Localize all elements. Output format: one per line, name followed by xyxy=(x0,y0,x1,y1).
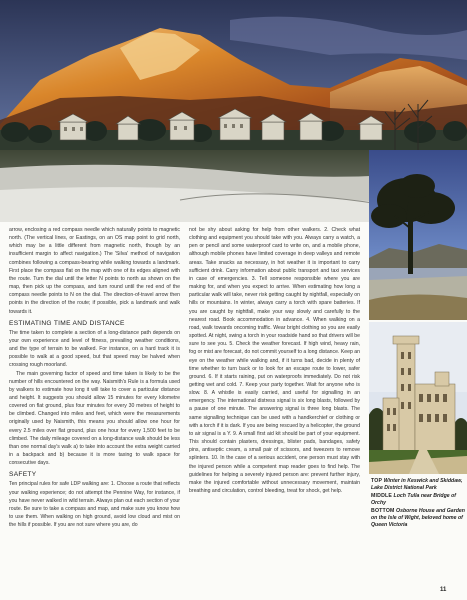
osborne-house-photo xyxy=(369,322,467,474)
osborne-house-image xyxy=(369,322,467,474)
compass-paragraph: arrow, enclosing a red compass needle which naturally points to magnetic north. (The vertical lines, or Eastings, on an OS map point to grid north, which may be a little different from magnetic north, though by an insufficient margin to affect navigation.) The 'Silva' method of navigation combines following a compass-bearing while walking towards a landmark. First place the compass flat on the map with one of its edges aligned with the route. Turn the dial until the letter N points to north as shown on the map, then pick up the compass, and turn round until the red end of the compass needle points to N on the dial. The direction-of-travel arrow then points in the direction of the route; if possible, pick a landmark and walk towards it. xyxy=(9,227,180,315)
photo-captions xyxy=(371,478,465,530)
page-number: 11 xyxy=(440,587,447,593)
caption-bottom: BOTTOM Osborne House and Garden on the Isle of Wight, beloved home of Queen Victoria xyxy=(371,507,465,529)
time-paragraph-1: The time taken to complete a section of a long-distance path depends on your own experience and level of fitness, prevailing weather conditions, and the type of terrain to be walked. For instance, on a hard track it is possible to walk at a good speed, but that speed may be halved when crossing rough moorland. xyxy=(9,329,180,369)
loch-tulla-image xyxy=(369,150,467,320)
caption-middle: MIDDLE Loch Tulla near Bridge of Orchy xyxy=(371,492,456,507)
text-column-1 xyxy=(9,226,180,529)
loch-tulla-photo xyxy=(369,150,467,320)
heading-safety: SAFETY xyxy=(9,471,37,479)
safety-rules-continued: not be shy about asking for help from other walkers. 2. Check what clothing and equipment you should take with you. Always carry a watch, a pen or pencil and some waterproof card to write on, and a mobile phone, although mobile phones have limited coverage in deep valleys and remote areas. Take snacks as necessary, in hot weather it is important to carry sufficient drink. Carry information about public transport and taxi services in case of emergencies. 3. Tell someone responsible where you are making for, and when you expect to arrive. When estimating how long a particular walk will take, never risk getting caught by nightfall, especially on hills or mountains. In winter, always carry a torch with spare batteries. If you are caught by nightfall, make your way slowly and carefully to the nearest road. Book accommodation in advance. 4. When walking on a road, walk towards oncoming traffic. Wear bright clothing so you are easily spotted. At night, swing a torch in your roadside hand so that drivers will be sure to see you. 5. Check the weather forecast. If high wind, heavy rain, fog or mist are forecast, do not commit yourself to a long distance. Keep an eye on the weather while walking and, if it turns bad, decide in plenty of time whether to turn back or to look for an escape route to lower, safer ground. 6. If it starts raining, put on waterproofs immediately. Do not risk getting wet and cold. 7. Keep your party together. Wait for anyone who is slow. 8. A whistle is easily carried, and useful for signalling in an emergency. The international distress signal is six long blasts, followed by a pause of one minute. The answering signal is three long blasts. The same signalling technique can be used with a handkerchief or clothing or with a torch if it is dark. If you are being rescued by a helicopter, the ground to air signal is a Y. 9. A small first aid kit should be part of your equipment. This should contain plasters, dressings, blister pads, bandages, safety pins, antiseptic cream, a small pair of scissors, and tweezers to remove splinters. 10. In the case of a serious accident, one person must stay with the injured person while a competent map reader goes to find help. The guidelines for helping a severely injured person are: prevent further injury, make the injured comfortable without unnecessary movement, maintain breathing and circulation, control bleeding, treat for shock, get help. xyxy=(189,227,360,494)
safety-paragraph: Ten principal rules for safe LDP walking are: 1. Choose a route that reflects your walking experience; do not attempt the Pennine Way, for instance, if you have never walked in wild terrain. Always plan out each section of your route. Be sure to take a compass and map, and make sure you know how to use them. When walking on high ground, avoid low cloud and mist on the hills if possible. If you are not sure where you are, do xyxy=(9,481,180,529)
heading-estimating-time: ESTIMATING TIME AND DISTANCE xyxy=(9,319,125,327)
caption-top: TOP Winter in Keswick and Skiddaw, Lake District National Park xyxy=(371,478,463,492)
time-paragraph-2: The main governing factor of speed and time taken is likely to be the number of hills encountered on the way. Naismith's Rule is a formula used by walkers to estimate how long it will take to cover a particular distance and height. It suggests you should allow 15 minutes for every kilometre covered on flat ground, plus four minutes for every 30 metres of height to be climbed. Changed into miles and feet, which were the measurements originally used by Naismith, this means you should allow one hour for every 2.5 miles over flat ground, plus one hour for every 1,500 feet to be climbed. The daily mileage covered on a long-distance walk should be less than one normal day's walk a) to take into account the extra weight carried in a backpack and b) because it is more taxing to walk space for consecutive days. xyxy=(9,370,180,467)
text-column-2 xyxy=(189,226,360,495)
